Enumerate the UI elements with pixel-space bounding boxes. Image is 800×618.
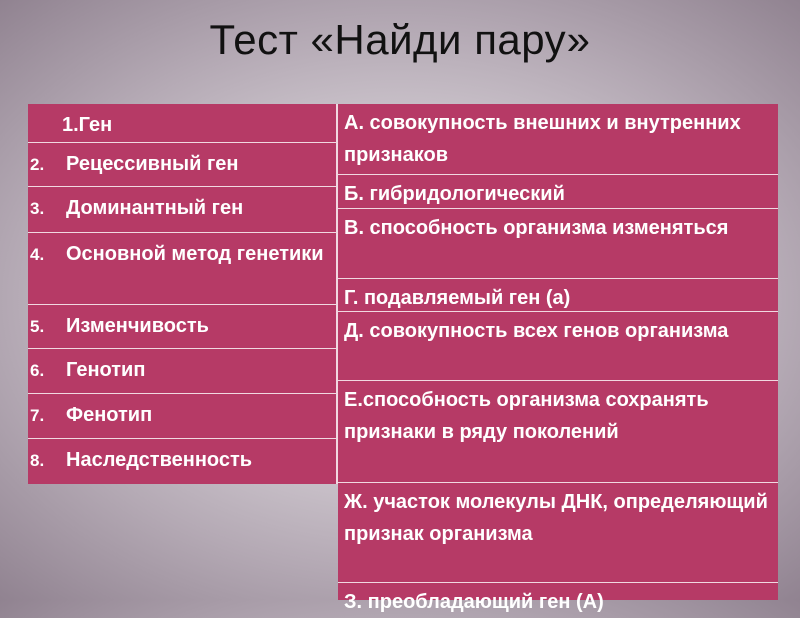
definition-row-a xyxy=(338,104,778,174)
term-number: 8. xyxy=(30,451,45,470)
term-text: Доминантный ген xyxy=(66,197,244,219)
terms-table xyxy=(28,104,338,484)
definition-row-d xyxy=(338,311,778,380)
definition-text: Ж. участок молекулы ДНК, определяющий признак организма xyxy=(344,491,768,545)
term-row-1 xyxy=(28,104,336,142)
definition-text: Е.способность организма сохранять признаки в ряду поколений xyxy=(344,389,709,443)
term-row-4 xyxy=(28,232,336,304)
definition-text: Г. подавляемый ген (а) xyxy=(344,287,571,309)
term-number: 3. xyxy=(30,199,45,218)
term-text: Наследственность xyxy=(66,449,253,471)
term-text: Фенотип xyxy=(66,404,153,426)
term-number: 7. xyxy=(30,406,45,425)
term-text: 1.Ген xyxy=(62,114,113,136)
definitions-table xyxy=(338,104,778,613)
page-title: Тест «Найди пару» xyxy=(209,16,591,63)
term-number: 2. xyxy=(30,155,45,174)
term-row-7 xyxy=(28,393,336,438)
term-number: 4. xyxy=(30,245,45,264)
definition-row-g xyxy=(338,278,778,311)
definition-row-zh xyxy=(338,482,778,582)
definition-text: А. совокупность внешних и внутренних признаков xyxy=(344,112,741,166)
definition-text: Д. совокупность всех генов организма xyxy=(344,320,729,342)
definition-text: З. преобладающий ген (А) xyxy=(344,591,604,613)
definition-text: В. способность организма изменяться xyxy=(344,217,729,239)
term-text: Основной метод генетики xyxy=(66,243,324,265)
term-row-3 xyxy=(28,186,336,232)
term-row-5 xyxy=(28,304,336,348)
definition-text: Б. гибридологический xyxy=(344,183,565,205)
term-number: 5. xyxy=(30,317,45,336)
definition-row-v xyxy=(338,208,778,278)
term-row-2 xyxy=(28,142,336,186)
definition-row-e xyxy=(338,380,778,482)
term-row-8 xyxy=(28,438,336,484)
term-text: Генотип xyxy=(66,359,146,381)
definition-row-b xyxy=(338,174,778,208)
term-row-6 xyxy=(28,348,336,393)
term-text: Рецессивный ген xyxy=(66,153,239,175)
term-text: Изменчивость xyxy=(66,315,209,337)
definition-row-z xyxy=(338,582,778,613)
term-number: 6. xyxy=(30,361,45,380)
